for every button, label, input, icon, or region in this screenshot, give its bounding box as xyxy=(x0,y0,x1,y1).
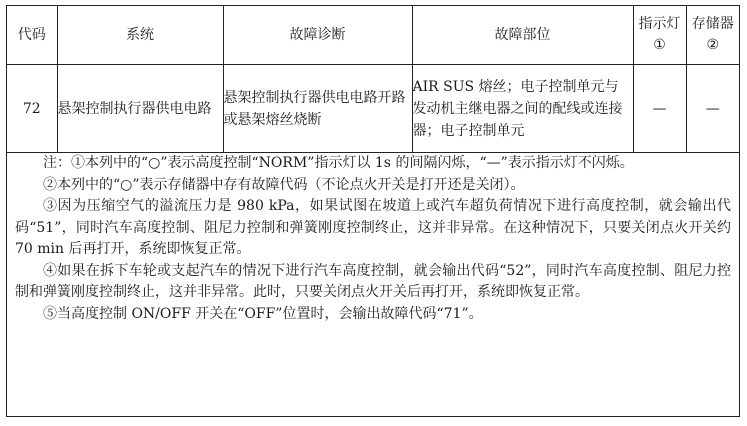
header-system: 系统 xyxy=(57,6,223,65)
header-diagnosis: 故障诊断 xyxy=(223,6,412,65)
fault-code-table xyxy=(7,6,739,153)
table-row xyxy=(7,65,739,153)
cell-memory: — xyxy=(686,65,739,153)
note-2: ②本列中的“○”表示存储器中存有故障代码（不论点火开关是打开还是关闭）。 xyxy=(43,176,525,193)
cell-diagnosis: 悬架控制执行器供电电路开路或悬架熔丝烧断 xyxy=(223,65,412,153)
note-1: 注：①本列中的“○”表示高度控制“NORM”指示灯以 1s 的间隔闪烁，“—”表示指示灯不闪烁。 xyxy=(43,155,634,171)
cell-indicator: — xyxy=(633,65,686,153)
document-page xyxy=(6,5,740,417)
note-5: ⑤当高度控制 ON/OFF 开关在“OFF”位置时，会输出故障代码“71”。 xyxy=(43,305,483,322)
cell-code: 72 xyxy=(7,65,57,153)
header-memory-note: ② xyxy=(706,37,720,53)
cell-system: 悬架控制执行器供电电路 xyxy=(57,65,223,153)
header-memory-label: 存储器 xyxy=(691,16,734,32)
header-code: 代码 xyxy=(7,6,57,65)
cell-location: AIR SUS 熔丝；电子控制单元与发动机主继电器之间的配线或连接器；电子控制单元 xyxy=(412,65,633,153)
header-location: 故障部位 xyxy=(412,6,633,65)
header-memory xyxy=(686,6,739,65)
note-3: ③因为压缩空气的溢流压力是 980 kPa，如果试图在坡道上或汽车超负荷情况下进行高度控制，就会输出代码“51”，同时汽车高度控制、阻尼力控制和弹簧刚度控制终止，这并非异常。在这种情况下，只要关闭点火开关约 70 min 后再打开，系统即恢复正常。 xyxy=(15,198,731,257)
table-header-row xyxy=(7,6,739,65)
header-indicator xyxy=(633,6,686,65)
header-indicator-note: ① xyxy=(653,37,666,53)
note-4: ④如果在拆下车轮或支起汽车的情况下进行汽车高度控制，就会输出代码“52”，同时汽车高度控制、阻尼力控制和弹簧刚度控制终止，这并非异常。此时，只要关闭点火开关后再打开，系统即恢复正常。 xyxy=(15,262,731,300)
header-indicator-label: 指示灯 xyxy=(638,16,681,32)
notes-section xyxy=(7,153,739,325)
